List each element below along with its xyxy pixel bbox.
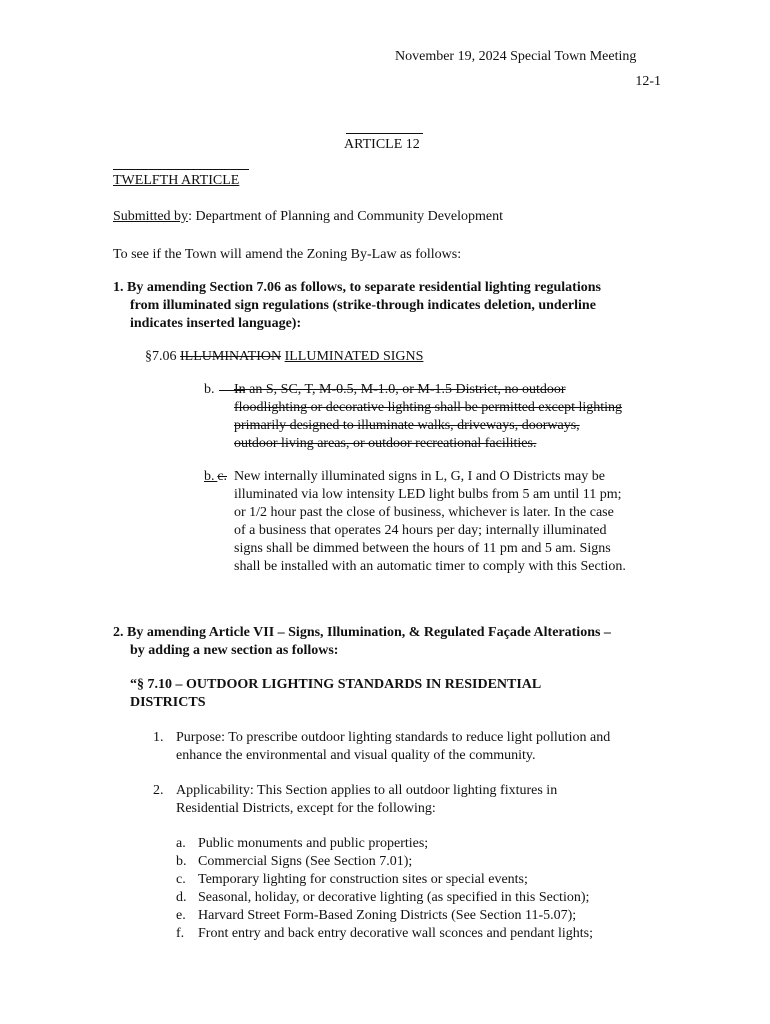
item-1-heading (113, 279, 601, 333)
new-line: signs shall be dimmed between the hours of 11 pm and 5 am. Signs (234, 541, 611, 556)
item-1-line: 1. By amending Section 7.06 as follows, to separate residential lighting regulations (113, 280, 601, 295)
deleted-line: primarily designed to illuminate walks, driveways, doorways, (234, 418, 580, 433)
applicability-paragraph (176, 782, 557, 818)
item-1-line: from illuminated sign regulations (strike-through indicates deletion, underline (130, 298, 596, 313)
list-item: f. Front entry and back entry decorative wall sconces and pendant lights; (176, 926, 593, 941)
section-new-title: ILLUMINATED SIGNS (284, 349, 424, 364)
new-line: shall be installed with an automatic timer to comply with this Section. (234, 559, 626, 574)
section-706-heading (145, 348, 423, 366)
section-old-title: ILLUMINATION (180, 349, 282, 364)
item-2-line: 2. By amending Article VII – Signs, Illumination, & Regulated Façade Alterations – (113, 625, 611, 640)
section-710-line: “§ 7.10 – OUTDOOR LIGHTING STANDARDS IN RESIDENTIAL (130, 677, 542, 692)
submitted-label: Submitted by (113, 209, 189, 224)
list-item: c. Temporary lighting for construction sites or special events; (176, 872, 528, 887)
purpose-number: 1. (153, 730, 164, 745)
exceptions-list (176, 835, 593, 943)
deleted-paragraph (234, 381, 622, 453)
page-number: 12-1 (635, 74, 661, 89)
item-2-line: by adding a new section as follows: (130, 643, 339, 658)
section-710-line: DISTRICTS (130, 695, 206, 710)
purpose-line: Purpose: To prescribe outdoor lighting standards to reduce light pollution and (176, 730, 611, 745)
submitted-value: : Department of Planning and Community Development (188, 209, 504, 224)
submitted-by (113, 208, 503, 226)
new-subsection-label (204, 468, 227, 486)
old-label: c. (217, 469, 228, 484)
deleted-label: b. (204, 381, 245, 399)
section-number: §7.06 (145, 349, 177, 364)
new-label: b. (204, 469, 215, 484)
heading-rule (346, 133, 423, 134)
ordinal-rule (113, 169, 249, 170)
article-heading: ARTICLE 12 (344, 137, 420, 152)
new-line: of a business that operates 24 hours per day; internally illuminated (234, 523, 607, 538)
purpose-line: enhance the environmental and visual quality of the community. (176, 748, 536, 763)
new-line: illuminated via low intensity LED light bulbs from 5 am until 11 pm; (234, 487, 622, 502)
list-item: e. Harvard Street Form-Based Zoning Districts (See Section 11-5.07); (176, 908, 577, 923)
list-item: b. Commercial Signs (See Section 7.01); (176, 854, 413, 869)
applicability-number: 2. (153, 783, 164, 798)
intro-text: To see if the Town will amend the Zoning By-Law as follows: (113, 247, 462, 262)
section-710-title (130, 676, 541, 712)
meeting-title: November 19, 2024 Special Town Meeting (395, 49, 637, 64)
item-1-line: indicates inserted language): (130, 316, 302, 331)
purpose-paragraph (176, 729, 610, 765)
deleted-line: floodlighting or decorative lighting shall be permitted except lighting (234, 400, 623, 415)
deleted-line: In an S, SC, T, M-0.5, M-1.0, or M-1.5 District, no outdoor (234, 382, 566, 397)
article-ordinal: TWELFTH ARTICLE (113, 173, 240, 188)
item-2-heading (113, 624, 611, 660)
list-item: d. Seasonal, holiday, or decorative lighting (as specified in this Section); (176, 890, 590, 905)
new-line: or 1/2 hour past the close of business, whichever is later. In the case (234, 505, 614, 520)
new-line: New internally illuminated signs in L, G, I and O Districts may be (234, 469, 605, 484)
applicability-line: Applicability: This Section applies to all outdoor lighting fixtures in (176, 783, 558, 798)
deleted-line: outdoor living areas, or outdoor recreational facilities. (234, 436, 537, 451)
applicability-line: Residential Districts, except for the following: (176, 801, 436, 816)
new-subsection-paragraph (234, 468, 626, 576)
list-item: a. Public monuments and public properties; (176, 836, 429, 851)
